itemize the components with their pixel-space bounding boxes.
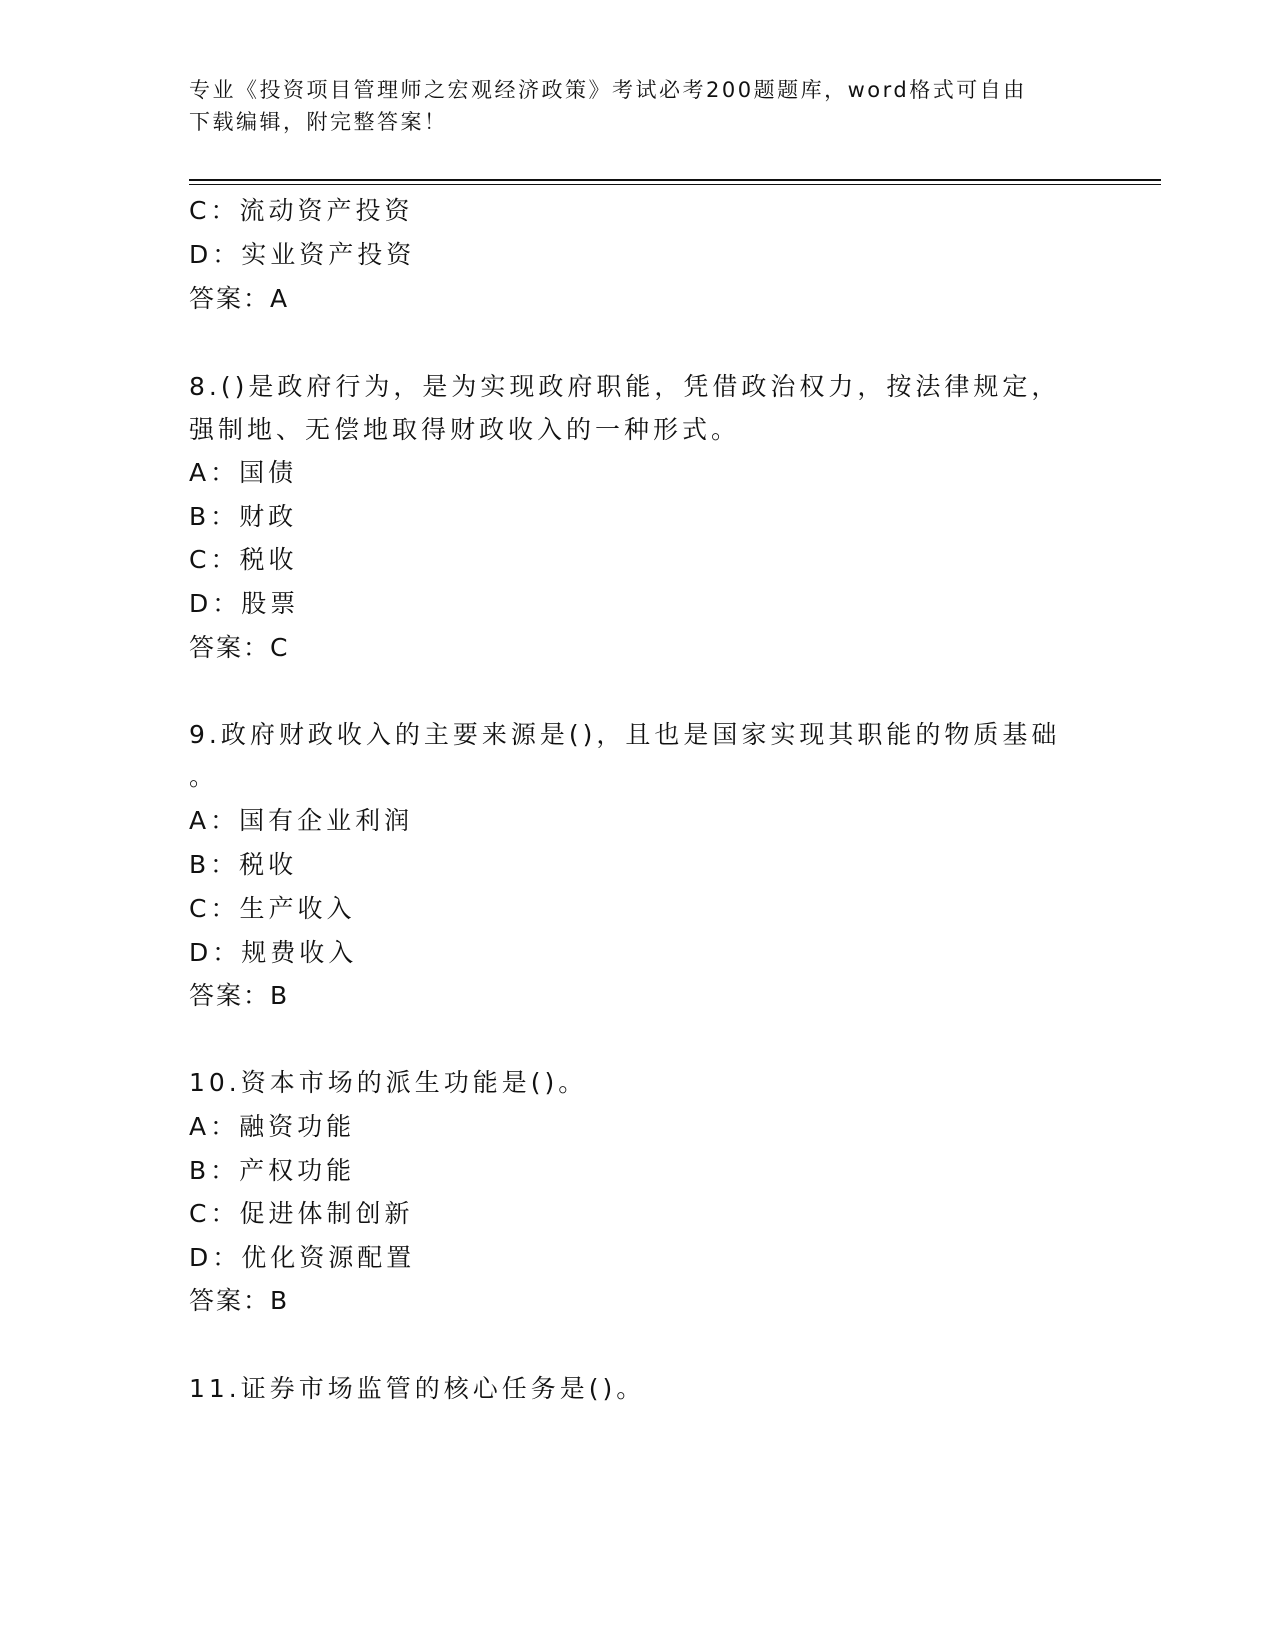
q10-answer: 答案：B: [189, 1286, 290, 1315]
q9-option-b: B：税收: [189, 850, 298, 879]
q9-option-a: A：国有企业利润: [189, 806, 414, 835]
header-title-line-1: 专业《投资项目管理师之宏观经济政策》考试必考200题题库，word格式可自由: [189, 78, 1027, 102]
q10-option-d: D：优化资源配置: [189, 1243, 416, 1272]
q9-option-c: C：生产收入: [189, 894, 356, 923]
q10-option-b: B：产权功能: [189, 1156, 356, 1185]
document-header: [189, 74, 1089, 138]
q7-option-d: D：实业资产投资: [189, 240, 416, 269]
q10-option-c: C：促进体制创新: [189, 1199, 414, 1228]
q8-option-b: B：财政: [189, 502, 298, 531]
q8-option-d: D：股票: [189, 589, 300, 618]
q9-option-d: D：规费收入: [189, 938, 358, 967]
header-title-line-2: 下载编辑，附完整答案！: [189, 110, 448, 134]
q8-option-a: A：国债: [189, 458, 298, 487]
q8-answer: 答案：C: [189, 633, 290, 662]
q9-stem-line-1: 9.政府财政收入的主要来源是()，且也是国家实现其职能的物质基础: [189, 720, 1061, 749]
q11-stem: 11.证券市场监管的核心任务是()。: [189, 1374, 646, 1403]
q9-answer: 答案：B: [189, 981, 290, 1010]
q8-stem-line-2: 强制地、无偿地取得财政收入的一种形式。: [189, 415, 741, 444]
q9-stem-line-2: 。: [189, 762, 219, 791]
q7-answer: 答案：A: [189, 284, 290, 313]
q10-stem: 10.资本市场的派生功能是()。: [189, 1068, 588, 1097]
q10-option-a: A：融资功能: [189, 1112, 356, 1141]
q7-option-c: C：流动资产投资: [189, 196, 414, 225]
q8-option-c: C：税收: [189, 545, 298, 574]
header-divider: [189, 179, 1161, 185]
q8-stem-line-1: 8.()是政府行为，是为实现政府职能，凭借政治权力，按法律规定，: [189, 372, 1061, 401]
